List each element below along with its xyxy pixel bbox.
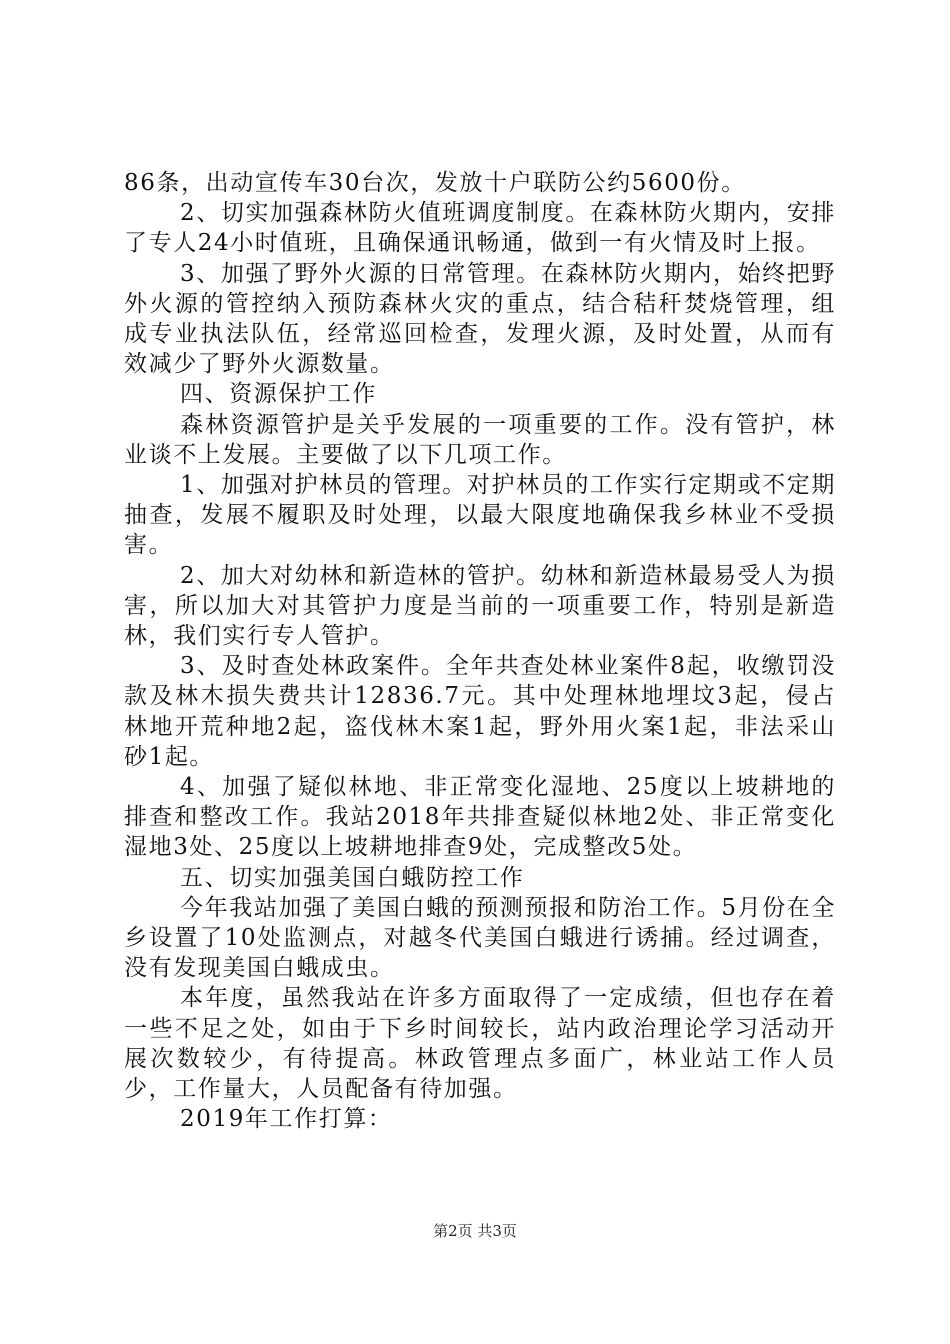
paragraph-ranger-management: 1、加强对护林员的管理。对护林员的工作实行定期或不定期抽查，发展不履职及时处理，以最大限度地确保我乡林业不受损害。 [124, 472, 836, 559]
page-number-footer: 第2页 共3页 [433, 1222, 517, 1240]
paragraph-fire-source: 3、加强了野外火源的日常管理。在森林防火期内，始终把野外火源的管控纳入预防森林火灾的重点，结合秸秆焚烧管理，组成专业执法队伍，经常巡回检查，发理火源，及时处置，从而有效减少了野外火源数量。 [124, 260, 836, 378]
paragraph-shortcomings: 本年度，虽然我站在许多方面取得了一定成绩，但也存在着一些不足之处，如由于下乡时间较长，站内政治理论学习活动开展次数较少，有待提高。林政管理点多面广，林业站工作人员少，工作量大，人员配备有待加强。 [124, 985, 836, 1103]
paragraph-continuation: 86条，出动宣传车30台次，发放十户联防公约5600份。 [124, 170, 746, 196]
paragraph-white-moth: 今年我站加强了美国白蛾的预测预报和防治工作。5月份在全乡设置了10处监测点，对越冬代美国白蛾进行诱捕。经过调查，没有发现美国白蛾成虫。 [124, 894, 836, 982]
paragraph-land-inspection: 4、加强了疑似林地、非正常变化湿地、25度以上坡耕地的排查和整改工作。我站2018年共排查疑似林地2处、非正常变化湿地3处、25度以上坡耕地排查9处，完成整改5处。 [124, 774, 836, 861]
section-heading-white-moth: 五、切实加强美国白蛾防控工作 [180, 864, 525, 891]
paragraph-young-forest: 2、加大对幼林和新造林的管护。幼林和新造林最易受人为损害，所以加大对其管护力度是当前的一项重要工作，特别是新造林，我们实行专人管护。 [124, 562, 836, 650]
paragraph-forestry-cases: 3、及时查处林政案件。全年共查处林业案件8起，收缴罚没款及林木损失费共计12836.7元。其中处理林地埋坟3起，侵占林地开荒种地2起，盗伐林木案1起，野外用火案1起，非法采山砂1起。 [124, 653, 836, 770]
paragraph-resource-intro: 森林资源管护是关乎发展的一项重要的工作。没有管护，林业谈不上发展。主要做了以下几项工作。 [124, 411, 836, 468]
document-body [124, 168, 836, 1135]
paragraph-fire-duty: 2、切实加强森林防火值班调度制度。在森林防火期内，安排了专人24小时值班，且确保通讯畅通，做到一有火情及时上报。 [124, 200, 836, 257]
paragraph-plan-heading: 2019年工作打算： [180, 1106, 393, 1133]
section-heading-resource-protection: 四、资源保护工作 [180, 381, 377, 408]
